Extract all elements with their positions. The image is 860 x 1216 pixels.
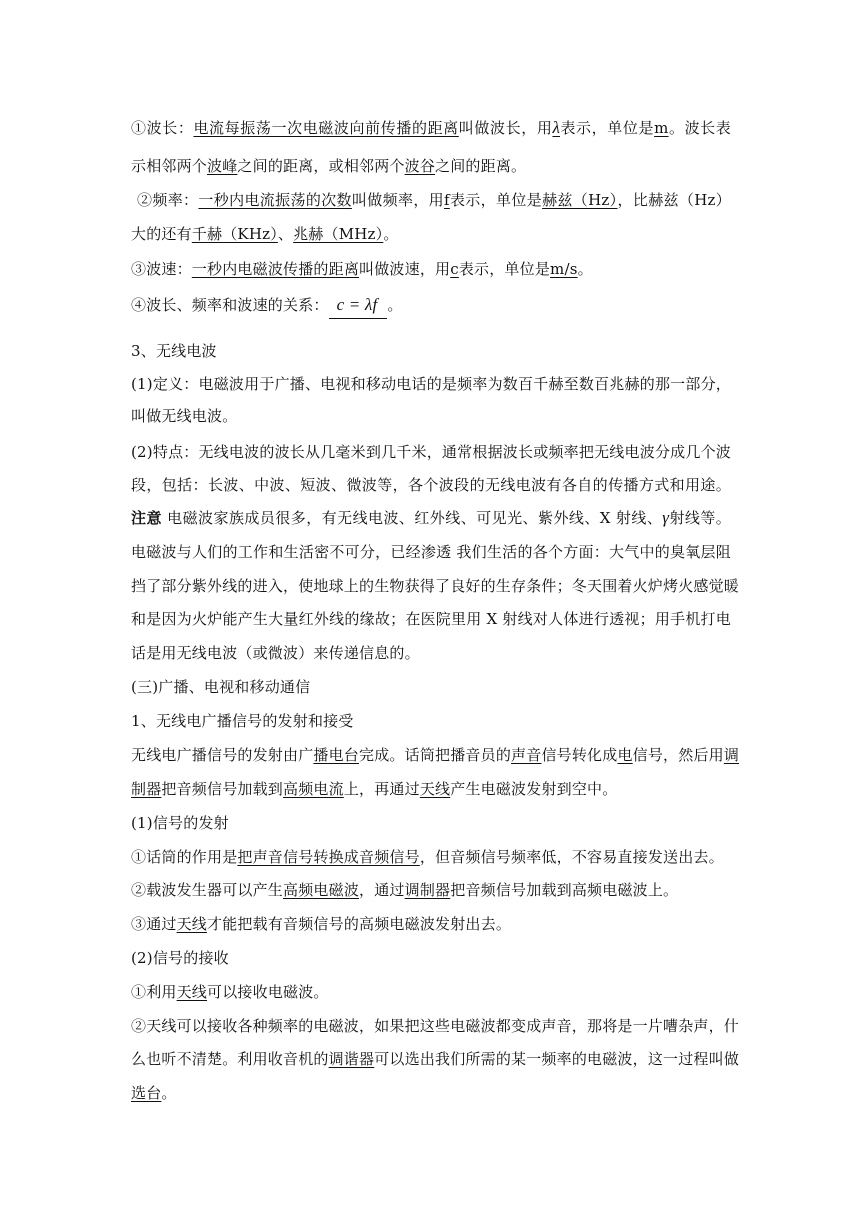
reception-item-1: ①利用天线可以接收电磁波。: [131, 983, 329, 1001]
lambda-symbol: λ: [552, 118, 561, 137]
radio-wave-heading: 3、无线电波: [131, 342, 217, 360]
paragraph-line-1: 电磁波与人们的工作和生活密不可分，已经渗透 我们生活的各个方面：大气中的臭氧层阻: [131, 543, 731, 561]
antenna-term: 天线: [419, 780, 451, 798]
emission-heading: (1)信号的发射: [131, 814, 229, 832]
wave-speed-symbol: c: [450, 260, 459, 278]
emission-item-3: ③通过天线才能把载有音频信号的高频电磁波发射出去。: [131, 915, 512, 933]
modulator-term-start: 调: [723, 746, 740, 764]
note-label: 注意: [131, 509, 162, 527]
paragraph-line-4: 话是用无线电波（或微波）来传递信息的。: [131, 644, 420, 662]
wave-speed-definition: 一秒内电磁波传播的距离: [191, 260, 360, 278]
frequency-definition: 一秒内电流振荡的次数: [198, 191, 352, 209]
wave-speed-unit: m/s: [550, 260, 578, 278]
relation-line: ④波长、频率和波速的关系： c = λf 。: [131, 295, 731, 319]
wavelength-unit: m: [654, 119, 669, 137]
frequency-symbol: f: [444, 191, 450, 209]
modulator-term: 调制器: [404, 881, 451, 899]
emission-item-1: ①话筒的作用是把声音信号转换成音频信号，但音频信号频率低，不容易直接发送出去。: [131, 848, 724, 866]
antenna-term-3: 天线: [176, 983, 208, 1001]
frequency-line-2: 大的还有千赫（KHz）、兆赫（MHz）。: [131, 225, 399, 243]
wave-speed-line: ③波速：一秒内电磁波传播的距离叫做波速，用c表示，单位是m/s。: [131, 260, 593, 278]
antenna-term-2: 天线: [176, 915, 208, 933]
wave-relation-formula: c = λf: [329, 295, 388, 319]
wavelength-line: ①波长：电流每振荡一次电磁波向前传播的距离叫做波长，用λ表示，单位是m。波长表: [131, 118, 731, 137]
tuner-term: 调谐器: [328, 1050, 375, 1068]
radio-feature-2: 段，包括：长波、中波、短波、微波等，各个波段的无线电波有各自的传播方式和用途。: [131, 476, 731, 494]
electric-term: 电: [617, 746, 633, 764]
note-line: 注意 电磁波家族成员很多，有无线电波、红外线、可见光、紫外线、X 射线、γ射线等。: [131, 508, 731, 527]
radio-definition-2: 叫做无线电波。: [131, 407, 238, 425]
microphone-function: 把声音信号转换成音频信号: [237, 848, 420, 866]
broadcast-line-2: 制器把音频信号加载到高频电流上，再通过天线产生电磁波发射到空中。: [131, 780, 618, 798]
reception-item-2-cont: 么也听不清楚。利用收音机的调谐器可以选出我们所需的某一频率的电磁波，这一过程叫做: [131, 1050, 740, 1068]
modulator-term-end: 制器: [131, 780, 162, 798]
gamma-symbol: γ: [662, 508, 670, 527]
tuning-term: 选台: [131, 1084, 162, 1102]
crest-term: 波峰: [207, 157, 238, 175]
carrier-wave-term: 高频电磁波: [283, 881, 360, 899]
radio-station-term: 播电台: [313, 746, 360, 764]
hertz-unit: 赫兹（Hz）: [542, 191, 618, 209]
reception-heading: (2)信号的接收: [131, 949, 229, 967]
reception-item-2: ②天线可以接收各种频率的电磁波，如果把这些电磁波都变成声音，那将是一片嘈杂声，什: [131, 1017, 740, 1035]
megahertz-unit: 兆赫（MHz）: [293, 225, 384, 243]
frequency-line: ②频率：一秒内电流振荡的次数叫做频率，用f表示，单位是赫兹（Hz），比赫兹（Hz）: [137, 191, 731, 209]
paragraph-line-3: 和是因为火炉能产生大量红外线的缘故；在医院里用 X 射线对人体进行透视；用手机打电: [131, 610, 731, 628]
radio-feature-1: (2)特点：无线电波的波长从几毫米到几千米，通常根据波长或频率把无线电波分成几个波: [131, 443, 731, 461]
paragraph-line-2: 挡了部分紫外线的进入，使地球上的生物获得了良好的生存条件；冬天围着火炉烤火感觉暖: [131, 577, 740, 595]
broadcast-line-1: 无线电广播信号的发射由广播电台完成。话筒把播音员的声音信号转化成电信号，然后用调: [131, 746, 740, 764]
wavelength-definition: 电流每振荡一次电磁波向前传播的距离: [193, 119, 459, 137]
sound-term: 声音: [511, 746, 542, 764]
kilohertz-unit: 千赫（KHz）: [191, 225, 278, 243]
radio-definition-1: (1)定义：电磁波用于广播、电视和移动电话的是频率为数百千赫至数百兆赫的那一部分，: [131, 375, 731, 393]
high-frequency-current-term: 高频电流: [283, 780, 344, 798]
broadcast-heading: 1、无线电广播信号的发射和接受: [131, 712, 354, 730]
reception-item-2-end: 选台。: [131, 1084, 177, 1102]
trough-term: 波谷: [404, 157, 436, 175]
emission-item-2: ②载波发生器可以产生高频电磁波，通过调制器把音频信号加载到高频电磁波上。: [131, 881, 679, 899]
section-heading: (三)广播、电视和移动通信: [131, 678, 311, 696]
wavelength-line-2: 示相邻两个波峰之间的距离，或相邻两个波谷之间的距离。: [131, 157, 527, 175]
